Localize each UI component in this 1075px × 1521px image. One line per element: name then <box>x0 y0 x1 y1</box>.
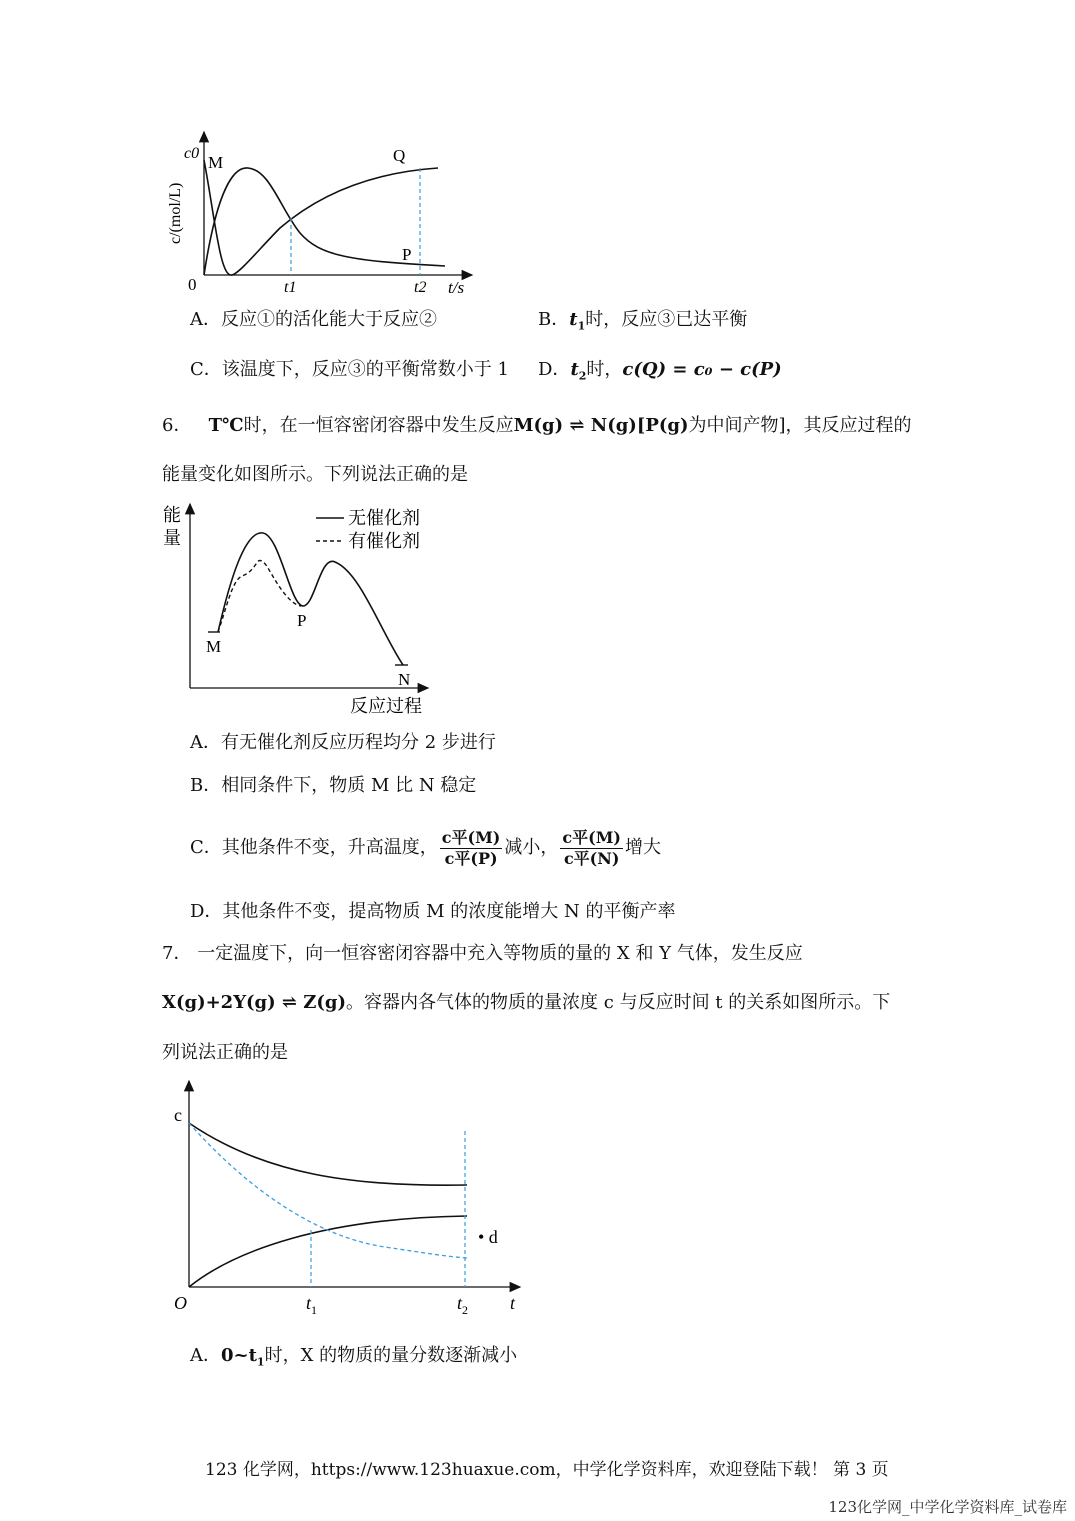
t2-label: t2 <box>414 279 427 296</box>
q6-option-d: D．其他条件不变，提高物质 M 的浓度能增大 N 的平衡产率 <box>190 901 676 922</box>
figure-q6-energy-diagram <box>160 500 440 720</box>
q5-option-d-t: t <box>570 359 579 380</box>
q6-stem-line2: 能量变化如图所示。下列说法正确的是 <box>162 464 468 485</box>
y-label-top: 能 <box>163 505 181 525</box>
q7-number: 7． <box>162 943 192 964</box>
q6-option-a: A．有无催化剂反应历程均分 2 步进行 <box>190 732 496 753</box>
legend-dashed-label: 有催化剂 <box>348 531 420 551</box>
c0-label: c0 <box>184 145 200 162</box>
q5-option-b <box>538 308 747 339</box>
q7-stem-line3: 列说法正确的是 <box>162 1042 288 1063</box>
q5-option-d-prefix: D． <box>538 359 571 380</box>
P-label: P <box>297 611 307 630</box>
y-axis-label: c/(mol/L) <box>167 182 184 244</box>
M-label: M <box>208 153 224 172</box>
fraction2-denominator: c平(N) <box>563 848 620 868</box>
t2-label: $t_2$ <box>457 1293 469 1317</box>
t1-label: t1 <box>284 279 297 296</box>
x-axis-label: 反应过程 <box>350 696 422 716</box>
q7-stem2: 。容器内各气体的物质的量浓度 c 与反应时间 t 的关系如图所示。下 <box>346 992 891 1013</box>
q6-stem1: 时，在一恒容密闭容器中发生反应 <box>243 415 514 436</box>
q6-stem-line1 <box>162 414 912 438</box>
fraction-m-over-p <box>440 828 503 869</box>
fraction1-numerator: c平(M) <box>441 827 501 847</box>
t-axis-label: t <box>510 1293 516 1313</box>
P-label: P <box>402 245 412 264</box>
q5-option-d <box>538 358 782 389</box>
fraction1-denominator: c平(P) <box>444 848 498 868</box>
q6-option-b: B．相同条件下，物质 M 比 N 稳定 <box>190 775 477 796</box>
q6-option-c <box>190 820 661 876</box>
figure-q7-concentration-chart <box>165 1075 530 1325</box>
zero-label: 0 <box>188 275 197 294</box>
q6-option-c-mid: 减小， <box>504 837 559 858</box>
page-footer: 123 化学网，https://www.123huaxue.com，中学化学资料库，欢迎登陆下载！ 第 3 页 <box>205 1460 889 1480</box>
q6-stem2: 为中间产物]，其反应过程的 <box>688 415 912 436</box>
q5-option-a: A．反应①的活化能大于反应② <box>190 309 437 330</box>
q5-option-d-mid: 时， <box>586 359 623 380</box>
t-axis-label: t/s <box>448 278 465 297</box>
q5-option-b-sub: 1 <box>577 319 586 333</box>
watermark-text: 123化学网_中学化学资料库_试卷库 <box>828 1498 1067 1516</box>
t1-label: $t_1$ <box>306 1293 318 1317</box>
q7-option-a-rest: 时，X 的物质的量分数逐渐减小 <box>264 1345 518 1366</box>
fraction2-numerator: c平(M) <box>562 827 621 847</box>
N-label: N <box>398 670 411 689</box>
q6-reaction: M(g) ⇌ N(g) <box>513 415 637 436</box>
curve-upper-decreasing <box>189 1123 467 1185</box>
M-label: M <box>206 637 222 656</box>
q6-number: 6． <box>162 415 192 436</box>
q7-reaction: X(g)+2Y(g) ⇌ Z(g) <box>162 992 347 1013</box>
q7-stem1: 一定温度下，向一恒容密闭容器中充入等物质的量的 X 和 Y 气体，发生反应 <box>197 943 803 964</box>
q5-option-b-rest: 时，反应③已达平衡 <box>585 309 748 330</box>
q5-option-d-formula: c(Q) = c₀ − c(P) <box>622 359 782 380</box>
q6-option-c-end: 增大 <box>625 837 661 858</box>
q7-stem-line2 <box>162 991 890 1015</box>
q6-intermediate: [P(g) <box>636 415 689 436</box>
O-label: O <box>174 1293 187 1313</box>
fraction-m-over-n <box>560 828 623 869</box>
y-label-bottom: 量 <box>163 528 181 548</box>
c-label: c <box>174 1105 182 1125</box>
Q-label: Q <box>393 146 406 165</box>
q5-option-b-t: t <box>569 309 578 330</box>
q6-option-c-prefix: C．其他条件不变，升高温度， <box>190 837 438 858</box>
figure-q5-concentration-chart <box>167 128 480 300</box>
curve-increasing <box>189 1216 467 1287</box>
catalyzed-curve <box>218 561 301 632</box>
q7-option-a-prefix: A． <box>190 1345 221 1366</box>
q7-stem-line1 <box>162 942 803 966</box>
q7-option-a <box>190 1344 517 1375</box>
q6-temp: T℃ <box>208 415 244 436</box>
q5-option-b-prefix: B． <box>538 309 570 330</box>
q7-option-a-range: 0~t <box>221 1345 257 1366</box>
d-point-label: • d <box>478 1227 498 1247</box>
legend-solid-label: 无催化剂 <box>348 508 420 528</box>
q5-option-d-sub: 2 <box>578 369 587 383</box>
q5-option-c: C．该温度下，反应③的平衡常数小于 1 <box>190 359 509 380</box>
curve-dashed-decreasing <box>189 1123 467 1258</box>
q7-option-a-sub: 1 <box>256 1355 265 1369</box>
uncatalyzed-curve <box>218 533 403 665</box>
